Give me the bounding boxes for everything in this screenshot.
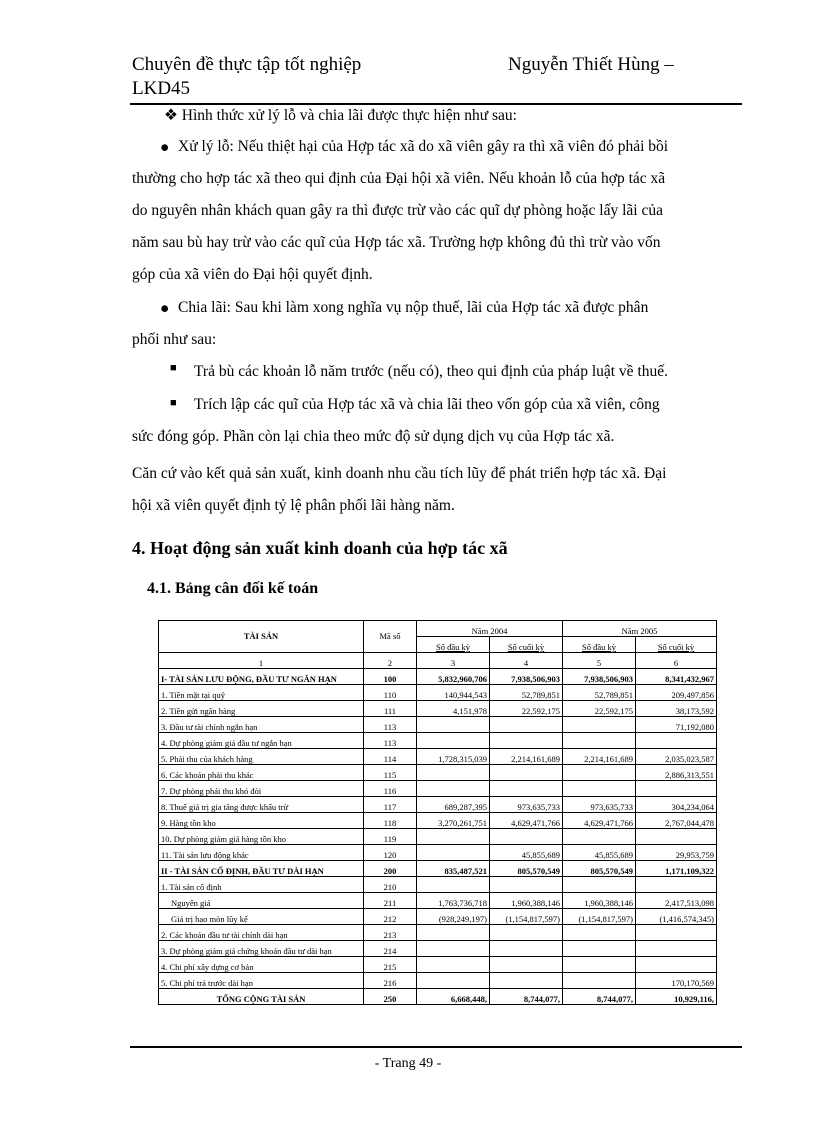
cell-begin-2004: 3,270,261,751 xyxy=(417,813,490,829)
sub2-line: sức đóng góp. Phần còn lại chia theo mức độ sử dụng dịch vụ của Hợp tác xã. xyxy=(132,428,615,445)
cell-end-2005: 1,171,109,322 xyxy=(636,861,717,877)
cell-begin-2004: (928,249,197) xyxy=(417,909,490,925)
square-bullet-icon: ■ xyxy=(170,397,177,409)
cell-begin-2005 xyxy=(563,957,636,973)
table-row xyxy=(159,685,717,701)
cell-begin-2004: 6,668,448, xyxy=(417,989,490,1005)
cell-begin-2004 xyxy=(417,925,490,941)
bullet-dot-icon: ● xyxy=(160,300,170,317)
row-label: 1. Tài sản cố định xyxy=(159,877,364,893)
row-label: 9. Hàng tồn kho xyxy=(159,813,364,829)
row-label: 3. Đầu tư tài chính ngắn hạn xyxy=(159,717,364,733)
cell-end-2005 xyxy=(636,781,717,797)
header-right: Nguyễn Thiết Hùng – xyxy=(508,54,674,75)
table-row xyxy=(159,749,717,765)
cell-begin-2005 xyxy=(563,877,636,893)
cell-end-2004 xyxy=(490,717,563,733)
intro-text: Hình thức xử lý lỗ và chia lãi được thực hiện như sau: xyxy=(181,107,517,124)
square-bullet-icon: ■ xyxy=(170,362,177,374)
table-row xyxy=(159,861,717,877)
bullet2-paragraph xyxy=(132,292,740,356)
row-code: 116 xyxy=(364,781,417,797)
sub1-text: Trả bù các khoản lỗ năm trước (nếu có), theo qui định của pháp luật về thuế. xyxy=(194,363,668,380)
cell-end-2005: 2,767,044,478 xyxy=(636,813,717,829)
table-row xyxy=(159,765,717,781)
row-code: 120 xyxy=(364,845,417,861)
cell-begin-2005: 2,214,161,689 xyxy=(563,749,636,765)
row-code: 213 xyxy=(364,925,417,941)
cell-begin-2005: 1,960,388,146 xyxy=(563,893,636,909)
row-label: 2. Các khoản đầu tư tài chính dài hạn xyxy=(159,925,364,941)
row-label: Giá trị hao mòn lũy kế xyxy=(159,909,364,925)
bullet1-line: do nguyên nhân khách quan gây ra thì được trừ vào các quĩ dự phòng hoặc lấy lãi của xyxy=(132,202,663,219)
cell-end-2004 xyxy=(490,765,563,781)
cell-end-2005 xyxy=(636,877,717,893)
col-header-2004: Năm 2004 xyxy=(417,621,563,637)
cell-begin-2004 xyxy=(417,829,490,845)
row-code: 110 xyxy=(364,685,417,701)
table-row xyxy=(159,813,717,829)
cell-end-2004: 2,214,161,689 xyxy=(490,749,563,765)
cell-end-2004 xyxy=(490,941,563,957)
table-row xyxy=(159,733,717,749)
row-label: 5. Chi phí trả trước dài hạn xyxy=(159,973,364,989)
cell-end-2004 xyxy=(490,925,563,941)
table-row xyxy=(159,989,717,1005)
cell-begin-2004 xyxy=(417,845,490,861)
row-label: 2. Tiền gửi ngân hàng xyxy=(159,701,364,717)
cell-end-2004 xyxy=(490,781,563,797)
cell-end-2005: 304,234,064 xyxy=(636,797,717,813)
row-label: 11. Tài sản lưu động khác xyxy=(159,845,364,861)
cell-end-2005: 209,497,856 xyxy=(636,685,717,701)
row-label: 4. Dự phòng giảm giá đầu tư ngắn hạn xyxy=(159,733,364,749)
cell-begin-2005 xyxy=(563,925,636,941)
row-label: TỔNG CỘNG TÀI SẢN xyxy=(159,989,364,1005)
table-row xyxy=(159,957,717,973)
cell-begin-2005: 45,855,689 xyxy=(563,845,636,861)
cell-end-2005 xyxy=(636,925,717,941)
row-label: II - TÀI SẢN CỐ ĐỊNH, ĐẦU TƯ DÀI HẠN xyxy=(159,861,364,877)
heading-section-4: 4. Hoạt động sản xuất kinh doanh của hợp tác xã xyxy=(132,538,508,558)
cell-end-2005: (1,416,574,345) xyxy=(636,909,717,925)
col-number: 1 xyxy=(159,653,364,669)
cell-begin-2005 xyxy=(563,781,636,797)
col-number: 4 xyxy=(490,653,563,669)
cell-end-2004: 52,789,851 xyxy=(490,685,563,701)
row-code: 211 xyxy=(364,893,417,909)
row-code: 214 xyxy=(364,941,417,957)
cell-end-2004: 45,855,689 xyxy=(490,845,563,861)
intro-line xyxy=(164,103,517,129)
summary-line: hội xã viên quyết định tỷ lệ phân phối lãi hàng năm. xyxy=(132,497,455,514)
cell-end-2005: 8,341,432,967 xyxy=(636,669,717,685)
cell-begin-2004: 5,832,960,706 xyxy=(417,669,490,685)
col-header-end-2004: Số cuối kỳ xyxy=(490,637,563,653)
cell-end-2005: 2,417,513,098 xyxy=(636,893,717,909)
cell-end-2005: 38,173,592 xyxy=(636,701,717,717)
cell-begin-2004: 4,151,978 xyxy=(417,701,490,717)
cell-begin-2005: 52,789,851 xyxy=(563,685,636,701)
col-header-2005: Năm 2005 xyxy=(563,621,717,637)
row-code: 119 xyxy=(364,829,417,845)
cell-end-2005 xyxy=(636,829,717,845)
cell-end-2005: 2,035,023,587 xyxy=(636,749,717,765)
table-row xyxy=(159,973,717,989)
cell-begin-2005: 805,570,549 xyxy=(563,861,636,877)
table-row xyxy=(159,701,717,717)
row-label: 10. Dự phòng giảm giá hàng tồn kho xyxy=(159,829,364,845)
cell-begin-2004: 140,944,543 xyxy=(417,685,490,701)
row-label: 6. Các khoản phải thu khác xyxy=(159,765,364,781)
cell-end-2005 xyxy=(636,941,717,957)
bullet1-line: Xử lý lỗ: Nếu thiệt hại của Hợp tác xã do xã viên gây ra thì xã viên đó phải bồi xyxy=(178,138,669,155)
cell-end-2005: 10,929,116, xyxy=(636,989,717,1005)
bullet1-line: thường cho hợp tác xã theo qui định của Đại hội xã viên. Nếu khoản lỗ của hợp tác xã xyxy=(132,170,666,187)
cell-begin-2004: 689,287,395 xyxy=(417,797,490,813)
cell-end-2005: 2,886,313,551 xyxy=(636,765,717,781)
balance-sheet-table xyxy=(158,620,717,1005)
cell-begin-2004: 835,487,521 xyxy=(417,861,490,877)
cell-begin-2004 xyxy=(417,957,490,973)
summary-line: Căn cứ vào kết quả sản xuất, kinh doanh nhu cầu tích lũy để phát triển hợp tác xã. Đại xyxy=(132,465,667,482)
cell-begin-2005 xyxy=(563,765,636,781)
row-code: 100 xyxy=(364,669,417,685)
col-number: 6 xyxy=(636,653,717,669)
col-header-asset: TÀI SẢN xyxy=(159,621,364,653)
page-number: - Trang 49 - xyxy=(374,1056,442,1071)
cell-begin-2005: 7,938,506,903 xyxy=(563,669,636,685)
cell-begin-2004 xyxy=(417,765,490,781)
bullet1-line: năm sau bù hay trừ vào các quĩ của Hợp tác xã. Trường hợp không đủ thì trừ vào vốn xyxy=(132,234,661,251)
cell-end-2004: 4,629,471,766 xyxy=(490,813,563,829)
cell-end-2004 xyxy=(490,733,563,749)
row-code: 216 xyxy=(364,973,417,989)
footer-rule xyxy=(130,1046,742,1048)
cell-end-2004: 805,570,549 xyxy=(490,861,563,877)
row-label: I- TÀI SẢN LƯU ĐỘNG, ĐẦU TƯ NGẮN HẠN xyxy=(159,669,364,685)
row-label: 7. Dự phòng phải thu khó đòi xyxy=(159,781,364,797)
cell-end-2004: 7,938,506,903 xyxy=(490,669,563,685)
cell-begin-2005: 8,744,077, xyxy=(563,989,636,1005)
table-row xyxy=(159,669,717,685)
cell-begin-2005 xyxy=(563,717,636,733)
row-code: 113 xyxy=(364,717,417,733)
bullet1-paragraph xyxy=(132,131,740,291)
row-label: 5. Phải thu của khách hàng xyxy=(159,749,364,765)
table-row xyxy=(159,893,717,909)
row-code: 115 xyxy=(364,765,417,781)
cell-begin-2005: (1,154,817,597) xyxy=(563,909,636,925)
cell-end-2004 xyxy=(490,973,563,989)
table-row xyxy=(159,845,717,861)
cell-end-2005: 29,953,759 xyxy=(636,845,717,861)
table-row xyxy=(159,925,717,941)
cell-begin-2005 xyxy=(563,973,636,989)
table-row xyxy=(159,877,717,893)
row-code: 212 xyxy=(364,909,417,925)
bullet2-line: phối như sau: xyxy=(132,331,217,348)
row-label: 4. Chi phí xây dựng cơ bản xyxy=(159,957,364,973)
table-row xyxy=(159,781,717,797)
table-row xyxy=(159,909,717,925)
bullet1-line: góp của xã viên do Đại hội quyết định. xyxy=(132,266,373,283)
cell-end-2004 xyxy=(490,877,563,893)
cell-begin-2005: 973,635,733 xyxy=(563,797,636,813)
table-row xyxy=(159,717,717,733)
summary-paragraph xyxy=(132,458,740,522)
col-header-code: Mã số xyxy=(364,621,417,653)
sub2-line: Trích lập các quĩ của Hợp tác xã và chia lãi theo vốn góp của xã viên, công xyxy=(194,396,660,413)
row-code: 200 xyxy=(364,861,417,877)
cell-begin-2005 xyxy=(563,829,636,845)
cell-begin-2005 xyxy=(563,941,636,957)
row-label: 8. Thuế giá trị gia tăng được khấu trừ xyxy=(159,797,364,813)
cell-begin-2004 xyxy=(417,717,490,733)
col-header-begin-2005: Số đầu kỳ xyxy=(563,637,636,653)
cell-end-2005: 170,170,569 xyxy=(636,973,717,989)
bullet2-line: Chia lãi: Sau khi làm xong nghĩa vụ nộp thuế, lãi của Hợp tác xã được phân xyxy=(178,299,649,316)
col-number: 2 xyxy=(364,653,417,669)
cell-end-2005 xyxy=(636,957,717,973)
cell-end-2004: 8,744,077, xyxy=(490,989,563,1005)
cell-end-2004 xyxy=(490,957,563,973)
diamond-bullet-icon: ❖ xyxy=(164,107,178,124)
row-label: Nguyên giá xyxy=(159,893,364,909)
header-line2: LKD45 xyxy=(132,78,191,99)
cell-end-2004: 1,960,388,146 xyxy=(490,893,563,909)
row-code: 117 xyxy=(364,797,417,813)
row-code: 215 xyxy=(364,957,417,973)
table-row xyxy=(159,941,717,957)
cell-end-2004: 973,635,733 xyxy=(490,797,563,813)
header-left: Chuyên đề thực tập tốt nghiệp xyxy=(132,54,362,75)
cell-begin-2004 xyxy=(417,941,490,957)
row-label: 1. Tiền mặt tại quỹ xyxy=(159,685,364,701)
cell-end-2004: 22,592,175 xyxy=(490,701,563,717)
cell-begin-2005: 22,592,175 xyxy=(563,701,636,717)
cell-begin-2004: 1,728,315,039 xyxy=(417,749,490,765)
cell-begin-2004 xyxy=(417,877,490,893)
cell-end-2005 xyxy=(636,733,717,749)
cell-end-2004: (1,154,817,597) xyxy=(490,909,563,925)
row-code: 111 xyxy=(364,701,417,717)
sub2-paragraph xyxy=(132,389,740,453)
cell-begin-2005: 4,629,471,766 xyxy=(563,813,636,829)
row-code: 118 xyxy=(364,813,417,829)
row-code: 114 xyxy=(364,749,417,765)
row-label: 3. Dự phòng giảm giá chứng khoán đầu tư dài hạn xyxy=(159,941,364,957)
cell-begin-2005 xyxy=(563,733,636,749)
bullet-dot-icon: ● xyxy=(160,139,170,156)
row-code: 113 xyxy=(364,733,417,749)
row-code: 250 xyxy=(364,989,417,1005)
row-code: 210 xyxy=(364,877,417,893)
cell-begin-2004 xyxy=(417,733,490,749)
cell-end-2005: 71,192,080 xyxy=(636,717,717,733)
cell-begin-2004 xyxy=(417,781,490,797)
col-number: 5 xyxy=(563,653,636,669)
col-header-end-2005: Số cuối kỳ xyxy=(636,637,717,653)
cell-end-2004 xyxy=(490,829,563,845)
table-row xyxy=(159,829,717,845)
table-row xyxy=(159,797,717,813)
col-header-begin-2004: Số đầu kỳ xyxy=(417,637,490,653)
cell-begin-2004: 1,763,736,718 xyxy=(417,893,490,909)
heading-section-4-1: 4.1. Bảng cân đối kế toán xyxy=(147,580,319,597)
cell-begin-2004 xyxy=(417,973,490,989)
col-number: 3 xyxy=(417,653,490,669)
